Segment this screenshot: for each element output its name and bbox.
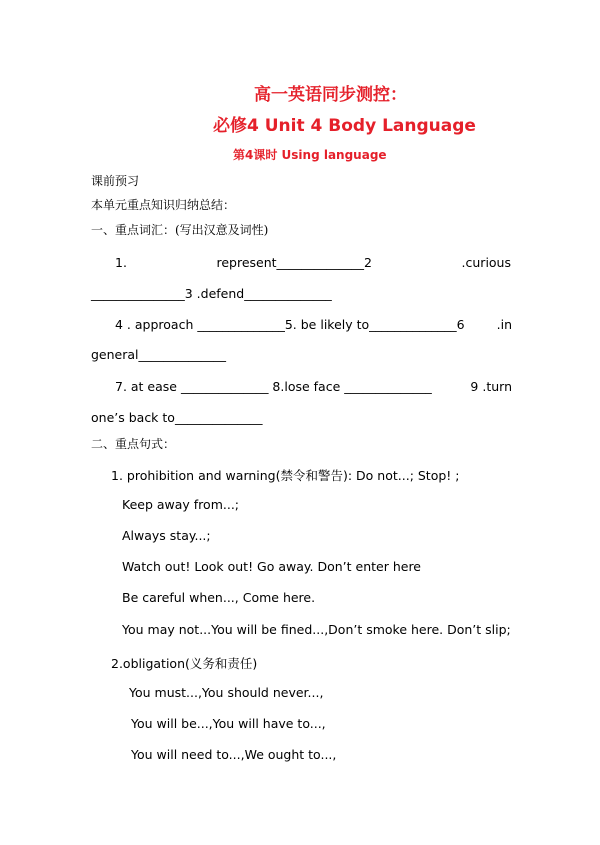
sentence-item-1-title: 1. prohibition and warning(禁令和警告): Do not...; Stop! ;: [111, 468, 460, 483]
vocab-items-4-6: 4 . approach ______________5. be likely to______________6: [115, 317, 465, 332]
sentence-line: Be careful when..., Come here.: [122, 590, 316, 605]
sentence-line: You will be...,You will have to...,: [131, 716, 326, 731]
lesson-title: 第4课时 Using language: [233, 148, 387, 162]
sentence-item-2-title: 2.obligation(义务和责任): [111, 656, 258, 671]
unit-subtitle: 必修4 Unit 4 Body Language: [213, 116, 476, 136]
sentence-line: You will need to...,We ought to...,: [131, 747, 337, 762]
vocab-row-2: [115, 317, 512, 332]
sentence-line: Watch out! Look out! Go away. Don’t enter here: [122, 559, 421, 574]
vocab-item-in-general: .in: [496, 317, 512, 332]
sentence-line: Keep away from...;: [122, 497, 239, 512]
vocab-row-2b: general______________: [91, 347, 227, 362]
vocab-row-3: [115, 379, 512, 394]
vocab-row-1: [115, 255, 511, 270]
sentence-line: You must...,You should never...,: [129, 685, 324, 700]
vocab-items-7-8: 7. at ease ______________ 8.lose face ______________: [115, 379, 432, 394]
vocab-row-1b: _______________3 .defend______________: [91, 286, 332, 301]
vocab-item-turn: 9 .turn: [470, 379, 512, 394]
section1-heading: 一、重点词汇：(写出汉意及词性): [91, 223, 269, 237]
page-title: 高一英语同步测控：: [254, 85, 407, 105]
preview-label: 课前预习: [91, 174, 140, 188]
summary-label: 本单元重点知识归纳总结：: [91, 198, 236, 212]
sentence-line: Always stay...;: [122, 528, 211, 543]
vocab-number-1: 1.: [115, 255, 127, 270]
vocab-item-represent: represent______________2: [216, 255, 372, 270]
sentence-line: You may not...You will be fined...,Don’t smoke here. Don’t slip;: [122, 622, 511, 637]
section2-heading: 二、重点句式：: [91, 437, 176, 451]
vocab-item-curious: .curious: [461, 255, 511, 270]
vocab-row-3b: one’s back to______________: [91, 410, 263, 425]
